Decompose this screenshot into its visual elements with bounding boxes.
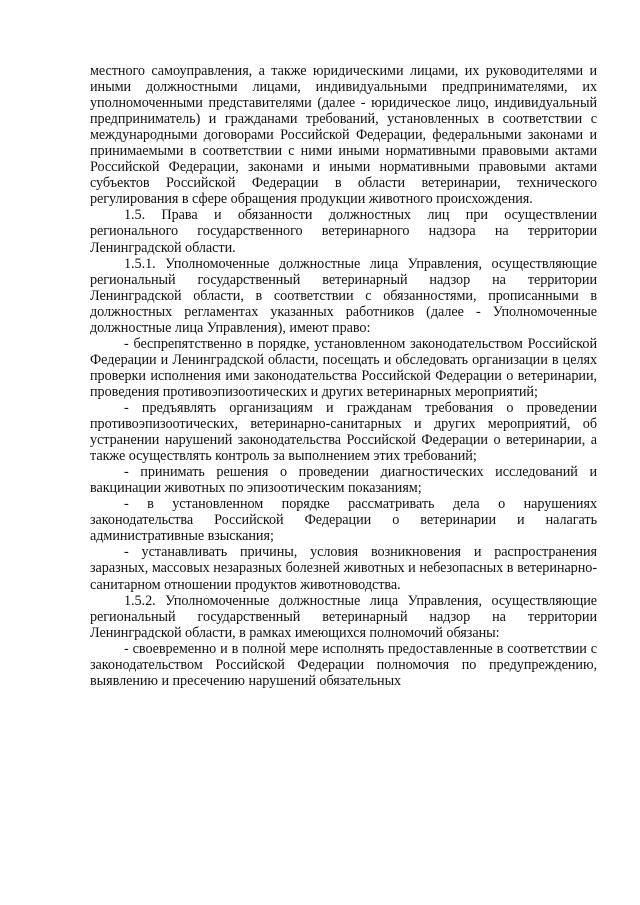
document-body <box>90 63 597 689</box>
paragraph-right-causes: - устанавливать причины, условия возникновения и распространения заразных, массовых незаразных болезней животных и небезопасных в ветеринарно-санитарном отношении продуктов животноводства. <box>90 544 597 593</box>
paragraph-right-diagnostics: - принимать решения о проведении диагностических исследований и вакцинации животных по эпизоотическим показаниям; <box>90 464 597 497</box>
paragraph-right-inspect: - беспрепятственно в порядке, установленном законодательством Российской Федерации и Ленинградской области, посещать и обследовать организации в целях проверки исполнения ими законодательства Российской Федерации о ветеринарии, проведения противоэпизоотических и других ветеринарных мероприятий; <box>90 335 597 400</box>
paragraph-section-1-5-1: 1.5.1. Уполномоченные должностные лица Управления, осуществляющие региональный государственный ветеринарный надзор на территории Ленинградской области, в соответствии с обязанностями, прописанными в должностных регламентах указанных работников (далее - Уполномоченные должностные лица Управления), имеют право: <box>90 255 597 336</box>
paragraph-section-1-5-2: 1.5.2. Уполномоченные должностные лица Управления, осуществляющие региональный государственный ветеринарный надзор на территории Ленинградской области, в рамках имеющихся полномочий обязаны: <box>90 592 597 641</box>
paragraph-continuation: местного самоуправления, а также юридическими лицами, их руководителями и иными должностными лицами, индивидуальными предпринимателями, их уполномоченными представителями (далее - юридическое лицо, индивидуальный предприниматель) и гражданами требований, установленных в соответствии с международными договорами Российской Федерации, федеральными законами и принимаемыми в соответствии с ними иными нормативными правовыми актами Российской Федерации, законами и иными нормативными правовыми актами субъектов Российской Федерации в области ветеринарии, технического регулирования в сфере обращения продукции животного происхождения. <box>90 63 597 208</box>
paragraph-right-cases: - в установленном порядке рассматривать дела о нарушениях законодательства Российской Федерации о ветеринарии и налагать административные взыскания; <box>90 496 597 545</box>
paragraph-duty-powers: - своевременно и в полной мере исполнять предоставленные в соответствии с законодательством Российской Федерации полномочия по предупреждению, выявлению и пресечению нарушений обязательных <box>90 640 597 689</box>
paragraph-right-demand: - предъявлять организациям и гражданам требования о проведении противоэпизоотических, ветеринарно-санитарных и других мероприятий, об устранении нарушений законодательства Российской Федерации о ветеринарии, а также осуществлять контроль за выполнением этих требований; <box>90 399 597 465</box>
paragraph-section-1-5: 1.5. Права и обязанности должностных лиц при осуществлении регионального государственного ветеринарного надзора на территории Ленинградской области. <box>90 207 597 256</box>
